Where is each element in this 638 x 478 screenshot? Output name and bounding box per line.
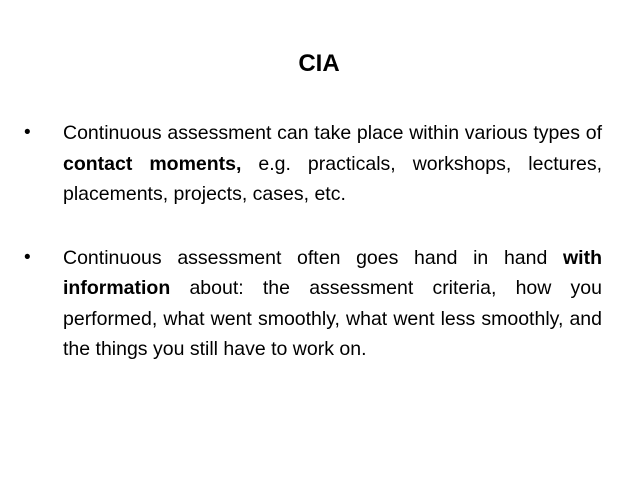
bullet-text-plain: Continuous assessment often goes hand in hand [63, 246, 563, 269]
bullet-text [63, 247, 602, 361]
bullet-item [24, 118, 602, 210]
slide-title: CIA [298, 50, 340, 77]
bullet-text-bold: with information [63, 246, 602, 299]
bullet-list [24, 118, 602, 398]
bullet-text-bold: contact moments, [63, 152, 242, 175]
bullet-text-plain: about: the assessment criteria, how you performed, what went smoothly, what went less smoothly, and the things you still have to work on. [63, 277, 602, 360]
bullet-item [24, 243, 602, 365]
bullet-text [63, 122, 602, 205]
bullet-text-plain: Continuous assessment can take place within various types of [63, 122, 602, 144]
bullet-dot-icon: • [24, 246, 31, 268]
bullet-dot-icon: • [24, 122, 31, 143]
bullet-text-plain: e.g. practicals, workshops, lectures, placements, projects, cases, etc. [63, 152, 602, 205]
